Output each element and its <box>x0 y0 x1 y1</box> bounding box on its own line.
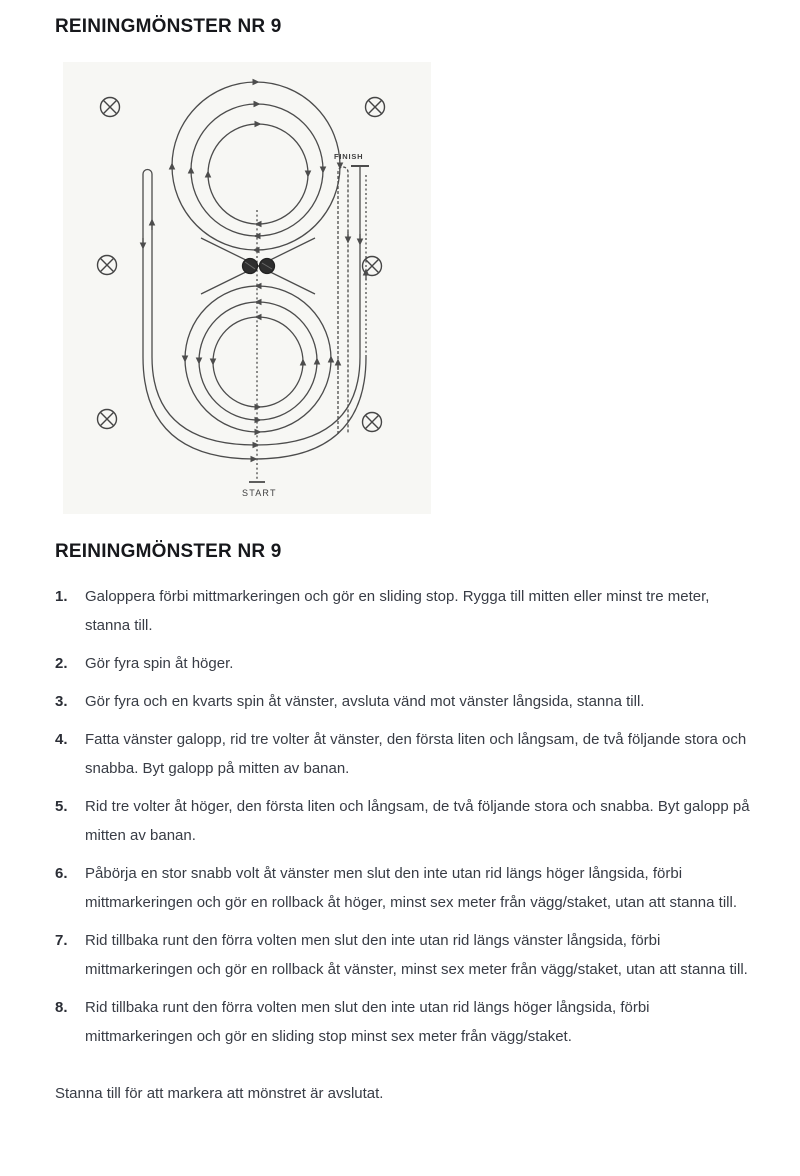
instruction-text: Påbörja en stor snabb volt åt vänster men slut den inte utan rid längs höger långsida, förbi mittmarkeringen och gör en rollback åt höger, minst sex meter från vägg/staket, utan att stanna till. <box>85 865 737 911</box>
upper-loop-circles <box>172 82 340 250</box>
arena-marker-icon <box>363 413 382 432</box>
left-rollback-track <box>143 170 152 358</box>
instruction-item <box>55 582 752 640</box>
instruction-number: 7. <box>55 932 68 949</box>
instruction-item <box>55 926 752 984</box>
section-title: REININGMÖNSTER NR 9 <box>55 541 282 562</box>
instruction-number: 6. <box>55 865 68 882</box>
page-title: REININGMÖNSTER NR 9 <box>55 16 282 37</box>
arena-marker-icons <box>98 98 385 432</box>
centre-line <box>249 210 265 482</box>
instruction-item <box>55 649 752 678</box>
instruction-number: 8. <box>55 999 68 1016</box>
finish-line <box>351 166 369 357</box>
arena-marker-icon <box>98 256 117 275</box>
arena-marker-icon <box>101 98 120 117</box>
instruction-text: Rid tillbaka runt den förra volten men slut den inte utan rid längs höger långsida, förbi mittmarkeringen och gör en sliding stop minst sex meter från vägg/staket. <box>85 999 650 1045</box>
instruction-text: Gör fyra och en kvarts spin åt vänster, avsluta vänd mot vänster långsida, stanna till. <box>85 693 645 710</box>
instruction-text: Galoppera förbi mittmarkeringen och gör en sliding stop. Rygga till mitten eller minst tre meter, stanna till. <box>85 588 710 634</box>
outer-track-curves <box>143 357 366 459</box>
right-rollback-track <box>338 167 348 434</box>
instruction-item <box>55 993 752 1051</box>
instruction-item <box>55 859 752 917</box>
instruction-number: 2. <box>55 655 68 672</box>
reining-pattern-figure <box>63 62 431 514</box>
lower-loop-circles <box>185 286 331 432</box>
closing-note: Stanna till för att markera att mönstret är avslutat. <box>55 1085 384 1102</box>
instruction-text: Gör fyra spin åt höger. <box>85 655 234 672</box>
instruction-number: 3. <box>55 693 68 710</box>
instruction-number: 4. <box>55 731 68 748</box>
finish-label: FINISH <box>334 152 364 161</box>
instruction-item <box>55 792 752 850</box>
instruction-number: 1. <box>55 588 68 605</box>
instruction-text: Fatta vänster galopp, rid tre volter åt vänster, den första liten och långsam, de två följande stora och snabba. Byt galopp på mitten av banan. <box>85 731 747 777</box>
arena-marker-icon <box>366 98 385 117</box>
instruction-text: Rid tillbaka runt den förra volten men slut den inte utan rid längs vänster långsida, förbi mittmarkeringen och gör en rollback åt vänster, minst sex meter från vägg/staket, utan att stanna till. <box>85 932 748 978</box>
instruction-item <box>55 687 752 716</box>
instruction-number: 5. <box>55 798 68 815</box>
arena-marker-icon <box>98 410 117 429</box>
start-label: START <box>242 488 277 498</box>
instruction-text: Rid tre volter åt höger, den första liten och långsam, de två följande stora och snabba. Byt galopp på mitten av banan. <box>85 798 750 844</box>
instruction-list <box>55 582 752 1051</box>
pattern-diagram <box>63 62 431 514</box>
instruction-item <box>55 725 752 783</box>
